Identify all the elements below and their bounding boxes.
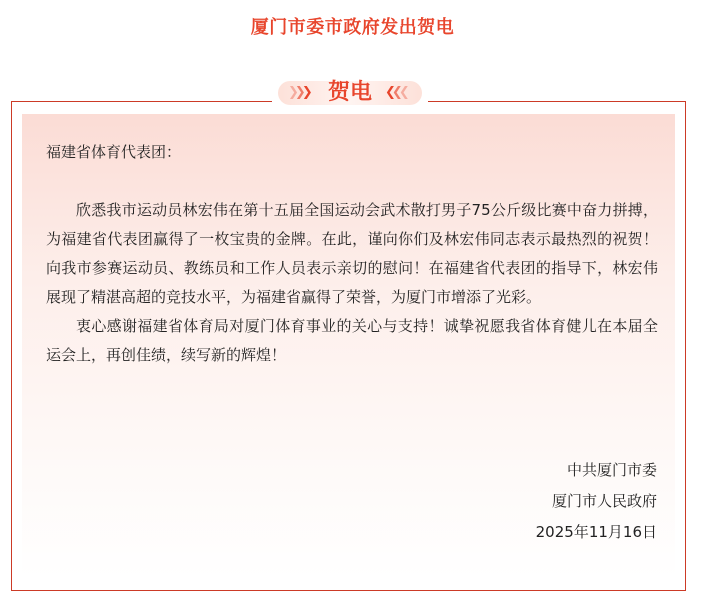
chevrons-left-icon: ❮❮❮: [385, 85, 406, 100]
signature-government: 厦门市人民政府: [551, 492, 657, 510]
chevrons-right-icon: ❯❯❯: [288, 85, 309, 100]
letter-paragraph: 欣悉我市运动员林宏伟在第十五届全国运动会武术散打男子75公斤级比赛中奋力拼搏，为福建省代表团赢得了一枚宝贵的金牌。在此，谨向你们及林宏伟同志表示最热烈的祝贺！向我市参赛运动员、教练员和工作人员表示亲切的慰问！在福建省代表团的指导下，林宏伟展现了精湛高超的竞技水平，为福建省赢得了荣誉，为厦门市增添了光彩。: [46, 201, 658, 306]
page-headline: 厦门市委市政府发出贺电: [250, 17, 455, 38]
section-label-text: 贺电: [327, 80, 372, 105]
signature-party-committee: 中共厦门市委: [566, 461, 657, 479]
letter-signature-block: [536, 455, 657, 548]
letter-salutation: 福建省体育代表团：: [46, 143, 182, 161]
letter-body: [46, 138, 658, 370]
letter-paragraph: 衷心感谢福建省体育局对厦门体育事业的关心与支持！诚挚祝愿我省体育健儿在本届全运会上，再创佳绩，续写新的辉煌！: [46, 317, 658, 364]
letter-date: 2025年11月16日: [535, 523, 657, 541]
section-label: [272, 76, 428, 110]
